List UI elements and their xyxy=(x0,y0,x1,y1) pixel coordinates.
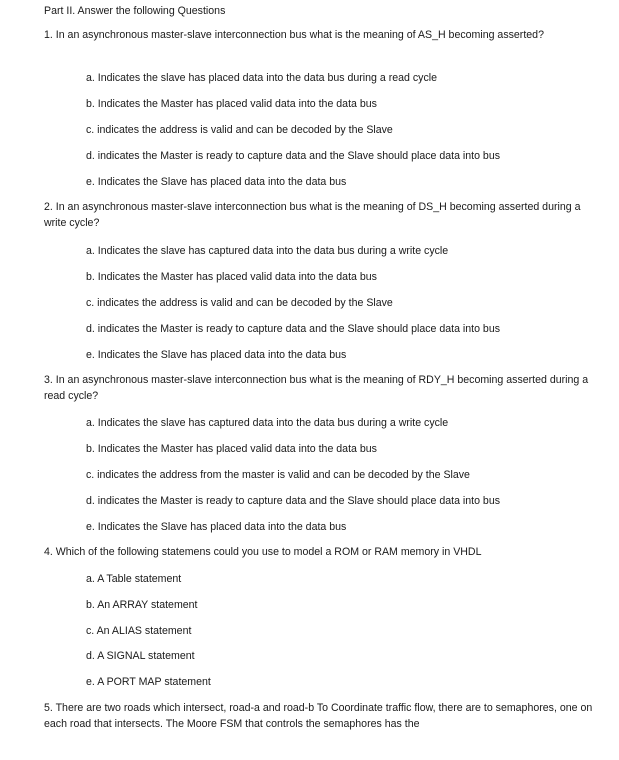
question-1-option-e: e. Indicates the Slave has placed data into the data bus xyxy=(86,176,347,188)
question-4-option-c: c. An ALIAS statement xyxy=(86,625,192,637)
question-1-option-c: c. indicates the address is valid and can be decoded by the Slave xyxy=(86,124,393,136)
question-2-option-a: a. Indicates the slave has captured data into the data bus during a write cycle xyxy=(86,245,449,257)
question-5-text: 5. There are two roads which intersect, road-a and road-b To Coordinate traffic flow, there are to semaphores, one on each road that intersects. The Moore FSM that controls the semaphores has the xyxy=(44,702,593,730)
question-4-option-b: b. An ARRAY statement xyxy=(86,599,198,611)
question-2-option-b: b. Indicates the Master has placed valid data into the data bus xyxy=(86,271,377,283)
question-2-text: 2. In an asynchronous master-slave interconnection bus what is the meaning of DS_H becoming asserted during a write cycle? xyxy=(44,201,581,229)
question-3-option-b: b. Indicates the Master has placed valid data into the data bus xyxy=(86,443,377,455)
question-2-option-e: e. Indicates the Slave has placed data into the data bus xyxy=(86,349,347,361)
question-1-option-b: b. Indicates the Master has placed valid data into the data bus xyxy=(86,98,377,110)
question-3-text: 3. In an asynchronous master-slave interconnection bus what is the meaning of RDY_H becoming asserted during a read cycle? xyxy=(44,374,589,402)
question-1-text: 1. In an asynchronous master-slave interconnection bus what is the meaning of AS_H becoming asserted? xyxy=(44,29,544,41)
question-4-option-e: e. A PORT MAP statement xyxy=(86,676,211,688)
question-3-option-e: e. Indicates the Slave has placed data into the data bus xyxy=(86,521,347,533)
question-3-option-d: d. indicates the Master is ready to capture data and the Slave should place data into bus xyxy=(86,495,501,507)
question-4-option-a: a. A Table statement xyxy=(86,573,182,585)
question-1-option-d: d. indicates the Master is ready to capture data and the Slave should place data into bus xyxy=(86,150,501,162)
question-3-option-c: c. indicates the address from the master is valid and can be decoded by the Slave xyxy=(86,469,470,481)
question-3-option-a: a. Indicates the slave has captured data into the data bus during a write cycle xyxy=(86,417,449,429)
section-title: Part II. Answer the following Questions xyxy=(44,5,226,17)
question-1-option-a: a. Indicates the slave has placed data into the data bus during a read cycle xyxy=(86,72,438,84)
question-4-text: 4. Which of the following statemens could you use to model a ROM or RAM memory in VHDL xyxy=(44,546,482,558)
question-4-option-d: d. A SIGNAL statement xyxy=(86,650,195,662)
question-2-option-c: c. indicates the address is valid and can be decoded by the Slave xyxy=(86,297,393,309)
question-2-option-d: d. indicates the Master is ready to capture data and the Slave should place data into bus xyxy=(86,323,501,335)
